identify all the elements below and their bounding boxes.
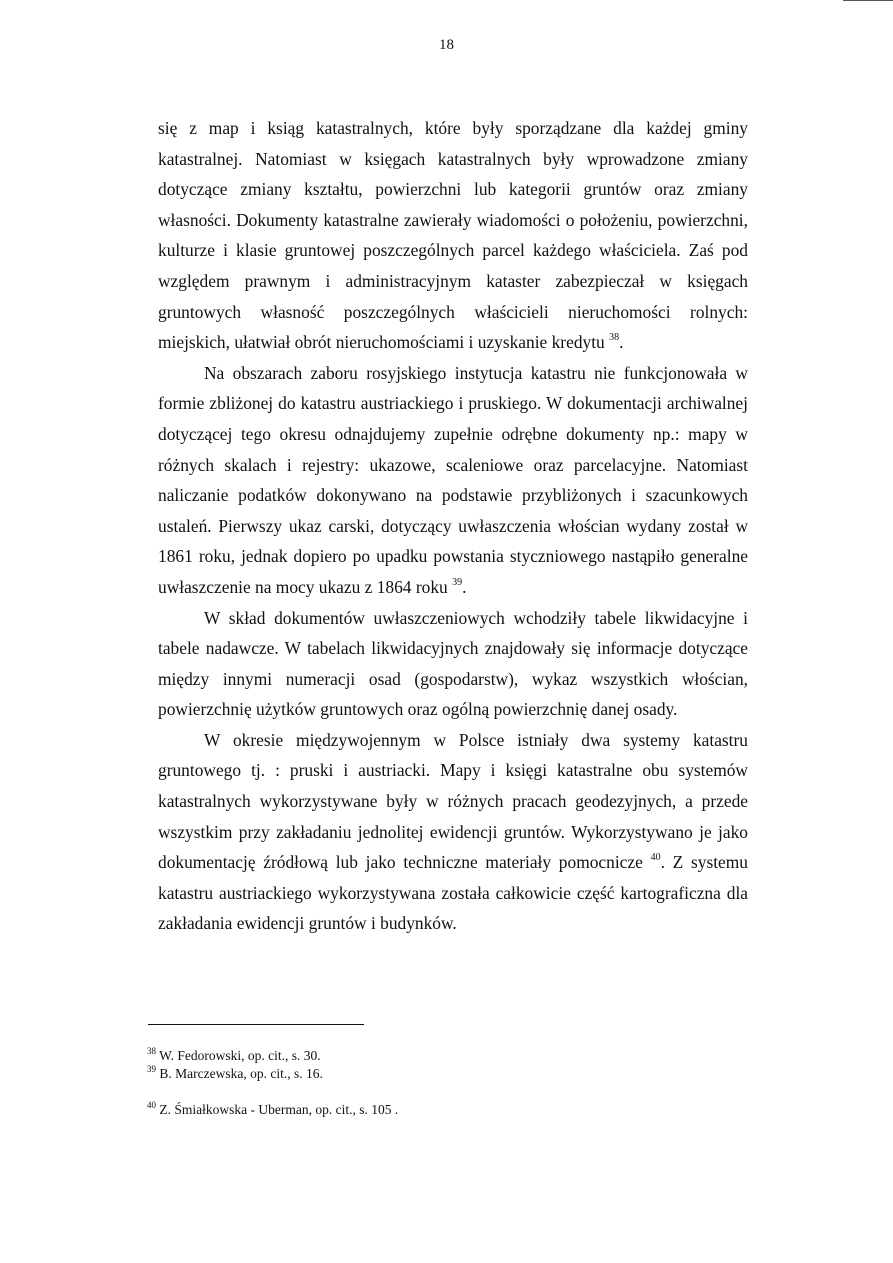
paragraph-2: Na obszarach zaboru rosyjskiego instytucja katastru nie funkcjonowała w formie zbliżonej do katastru austriackiego i pruskiego. W dokumentacji archiwalnej dotyczącej tego okresu odnajdujemy zupełnie odrębne dokumenty np.: mapy w różnych skalach i rejestry: ukazowe, scaleniowe oraz parcelacyjne. Natomiast naliczanie podatków dokonywano na podstawie przybliżonych i szacunkowych ustaleń. Pierwszy ukaz carski, dotyczący uwłaszczenia włościan wydany został w 1861 roku, jednak dopiero po upadku powstania styczniowego nastąpiło generalne uwłaszczenie na mocy ukazu z 1864 roku $^{39}$. (158, 362, 748, 597)
paragraph-4: W okresie międzywojennym w Polsce istniały dwa systemy katastru gruntowego tj. : pruski i austriacki. Mapy i księgi katastralne obu systemów katastralnych wykorzystywane były w różnych pracach geodezyjnych, a przede wszystkim przy zakładaniu jednolitej ewidencji gruntów. Wykorzystywano je jako dokumentację źródłową lub jako techniczne materiały pomocnicze $^{40}$. Z systemu katastru austriackiego wykorzystywana została całkowicie część kartograficzna dla zakładania ewidencji gruntów i budynków. (158, 729, 748, 934)
footnote-40: $^{40}$ Z. Śmiałkowska - Uberman, op. cit., s. 105 . (147, 1100, 399, 1117)
paragraph-3: W skład dokumentów uwłaszczeniowych wchodziły tabele likwidacyjne i tabele nadawcze. W tabelach likwidacyjnych znajdowały się informacje dotyczące między innymi numeracji osad (gospodarstw), wykaz wszystkich włościan, powierzchnię użytków gruntowych oraz ogólną powierzchnię danej osady. (158, 607, 748, 720)
footnote-separator (148, 1024, 364, 1025)
footnote-ref-40[interactable]: 40 (650, 852, 661, 864)
footnote-39: $^{39}$ B. Marczewska, op. cit., s. 16. (147, 1064, 323, 1081)
page-number: 18 (439, 37, 454, 53)
footnote-ref-38[interactable]: 38 (609, 332, 620, 344)
paragraph-1: się z map i ksiąg katastralnych, które były sporządzane dla każdej gminy katastralnej. Natomiast w księgach katastralnych były wprowadzone zmiany dotyczące zmiany kształtu, powierzchni lub kategorii gruntów oraz zmiany własności. Dokumenty katastralne zawierały wiadomości o położeniu, powierzchni, kulturze i klasie gruntowej poszczególnych parcel każdego właściciela. Zaś pod względem prawnym i administracyjnym kataster zabezpieczał w księgach gruntowych własność poszczególnych właścicieli nieruchomości rolnych: miejskich, ułatwiał obrót nieruchomościami i uzyskanie kredytu $^{38}$. (158, 118, 748, 353)
top-edge-rule (843, 0, 893, 1)
body-text (158, 113, 748, 939)
footnote-ref-39[interactable]: 39 (452, 576, 463, 588)
footnote-38: $^{38}$ W. Fedorowski, op. cit., s. 30. (147, 1046, 321, 1063)
